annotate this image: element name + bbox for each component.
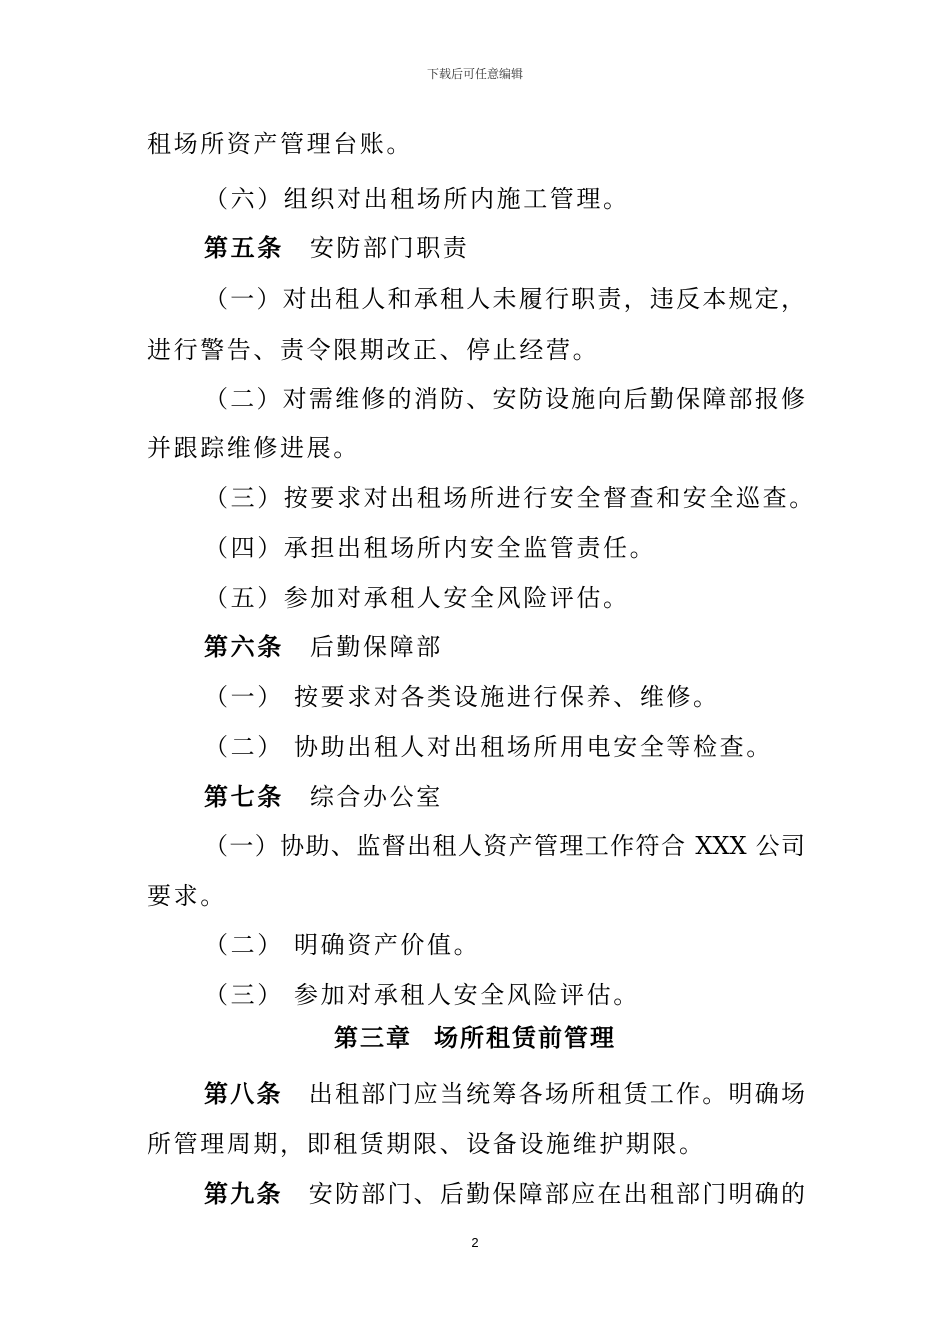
article-9-title: 第九条 <box>204 1179 283 1208</box>
paragraph-line: 进行警告、责令限期改正、停止经营。 <box>147 336 600 364</box>
paragraph-line: （一）协助、监督出租人资产管理工作符合 XXX 公司 <box>204 832 805 860</box>
page-number: 2 <box>471 1235 479 1250</box>
paragraph-line: （四）承担出租场所内安全监管责任。 <box>204 534 657 562</box>
article-5-text: 安防部门职责 <box>309 234 470 262</box>
page-header: 下载后可任意编辑 <box>426 67 523 81</box>
paragraph-line: （二） 协助出租人对出租场所用电安全等检查。 <box>204 733 773 761</box>
chapter-heading <box>0 1020 950 1056</box>
paragraph-line: 要求。 <box>147 882 227 910</box>
paragraph-line: 并跟踪维修进展。 <box>147 434 360 462</box>
paragraph-line: （三） 参加对承租人安全风险评估。 <box>204 981 640 1009</box>
paragraph-line: （一）对出租人和承租人未履行职责，违反本规定， <box>204 285 805 313</box>
article-8-title: 第八条 <box>204 1079 283 1108</box>
paragraph-line: （五）参加对承租人安全风险评估。 <box>204 584 630 612</box>
chapter-number: 第三章 <box>334 1023 412 1052</box>
article-6-title: 第六条 <box>204 632 284 661</box>
chapter-title: 场所租赁前管理 <box>434 1023 616 1052</box>
article-7-title: 第七条 <box>204 782 284 811</box>
article-9-text: 安防部门、后勤保障部应在出租部门明确的 <box>308 1180 806 1208</box>
article-9 <box>204 1176 805 1212</box>
article-5 <box>204 230 469 266</box>
article-7 <box>204 779 443 815</box>
article-6 <box>204 629 443 665</box>
paragraph-line: 租场所资产管理台账。 <box>147 130 413 158</box>
article-8-text: 出租部门应当统筹各场所租赁工作。明确场 <box>308 1080 806 1108</box>
article-6-text: 后勤保障部 <box>309 633 443 661</box>
article-5-title: 第五条 <box>204 233 284 262</box>
article-8 <box>204 1076 805 1112</box>
paragraph-line: （六）组织对出租场所内施工管理。 <box>204 185 630 213</box>
paragraph-line: （二）对需维修的消防、安防设施向后勤保障部报修 <box>204 385 805 413</box>
article-7-text: 综合办公室 <box>309 783 443 811</box>
paragraph-line: 所管理周期，即租赁期限、设备设施维护期限。 <box>147 1130 706 1158</box>
paragraph-line: （一） 按要求对各类设施进行保养、维修。 <box>204 683 720 711</box>
paragraph-line: （三）按要求对出租场所进行安全督查和安全巡查。 <box>204 484 816 512</box>
paragraph-line: （二） 明确资产价值。 <box>204 931 481 959</box>
